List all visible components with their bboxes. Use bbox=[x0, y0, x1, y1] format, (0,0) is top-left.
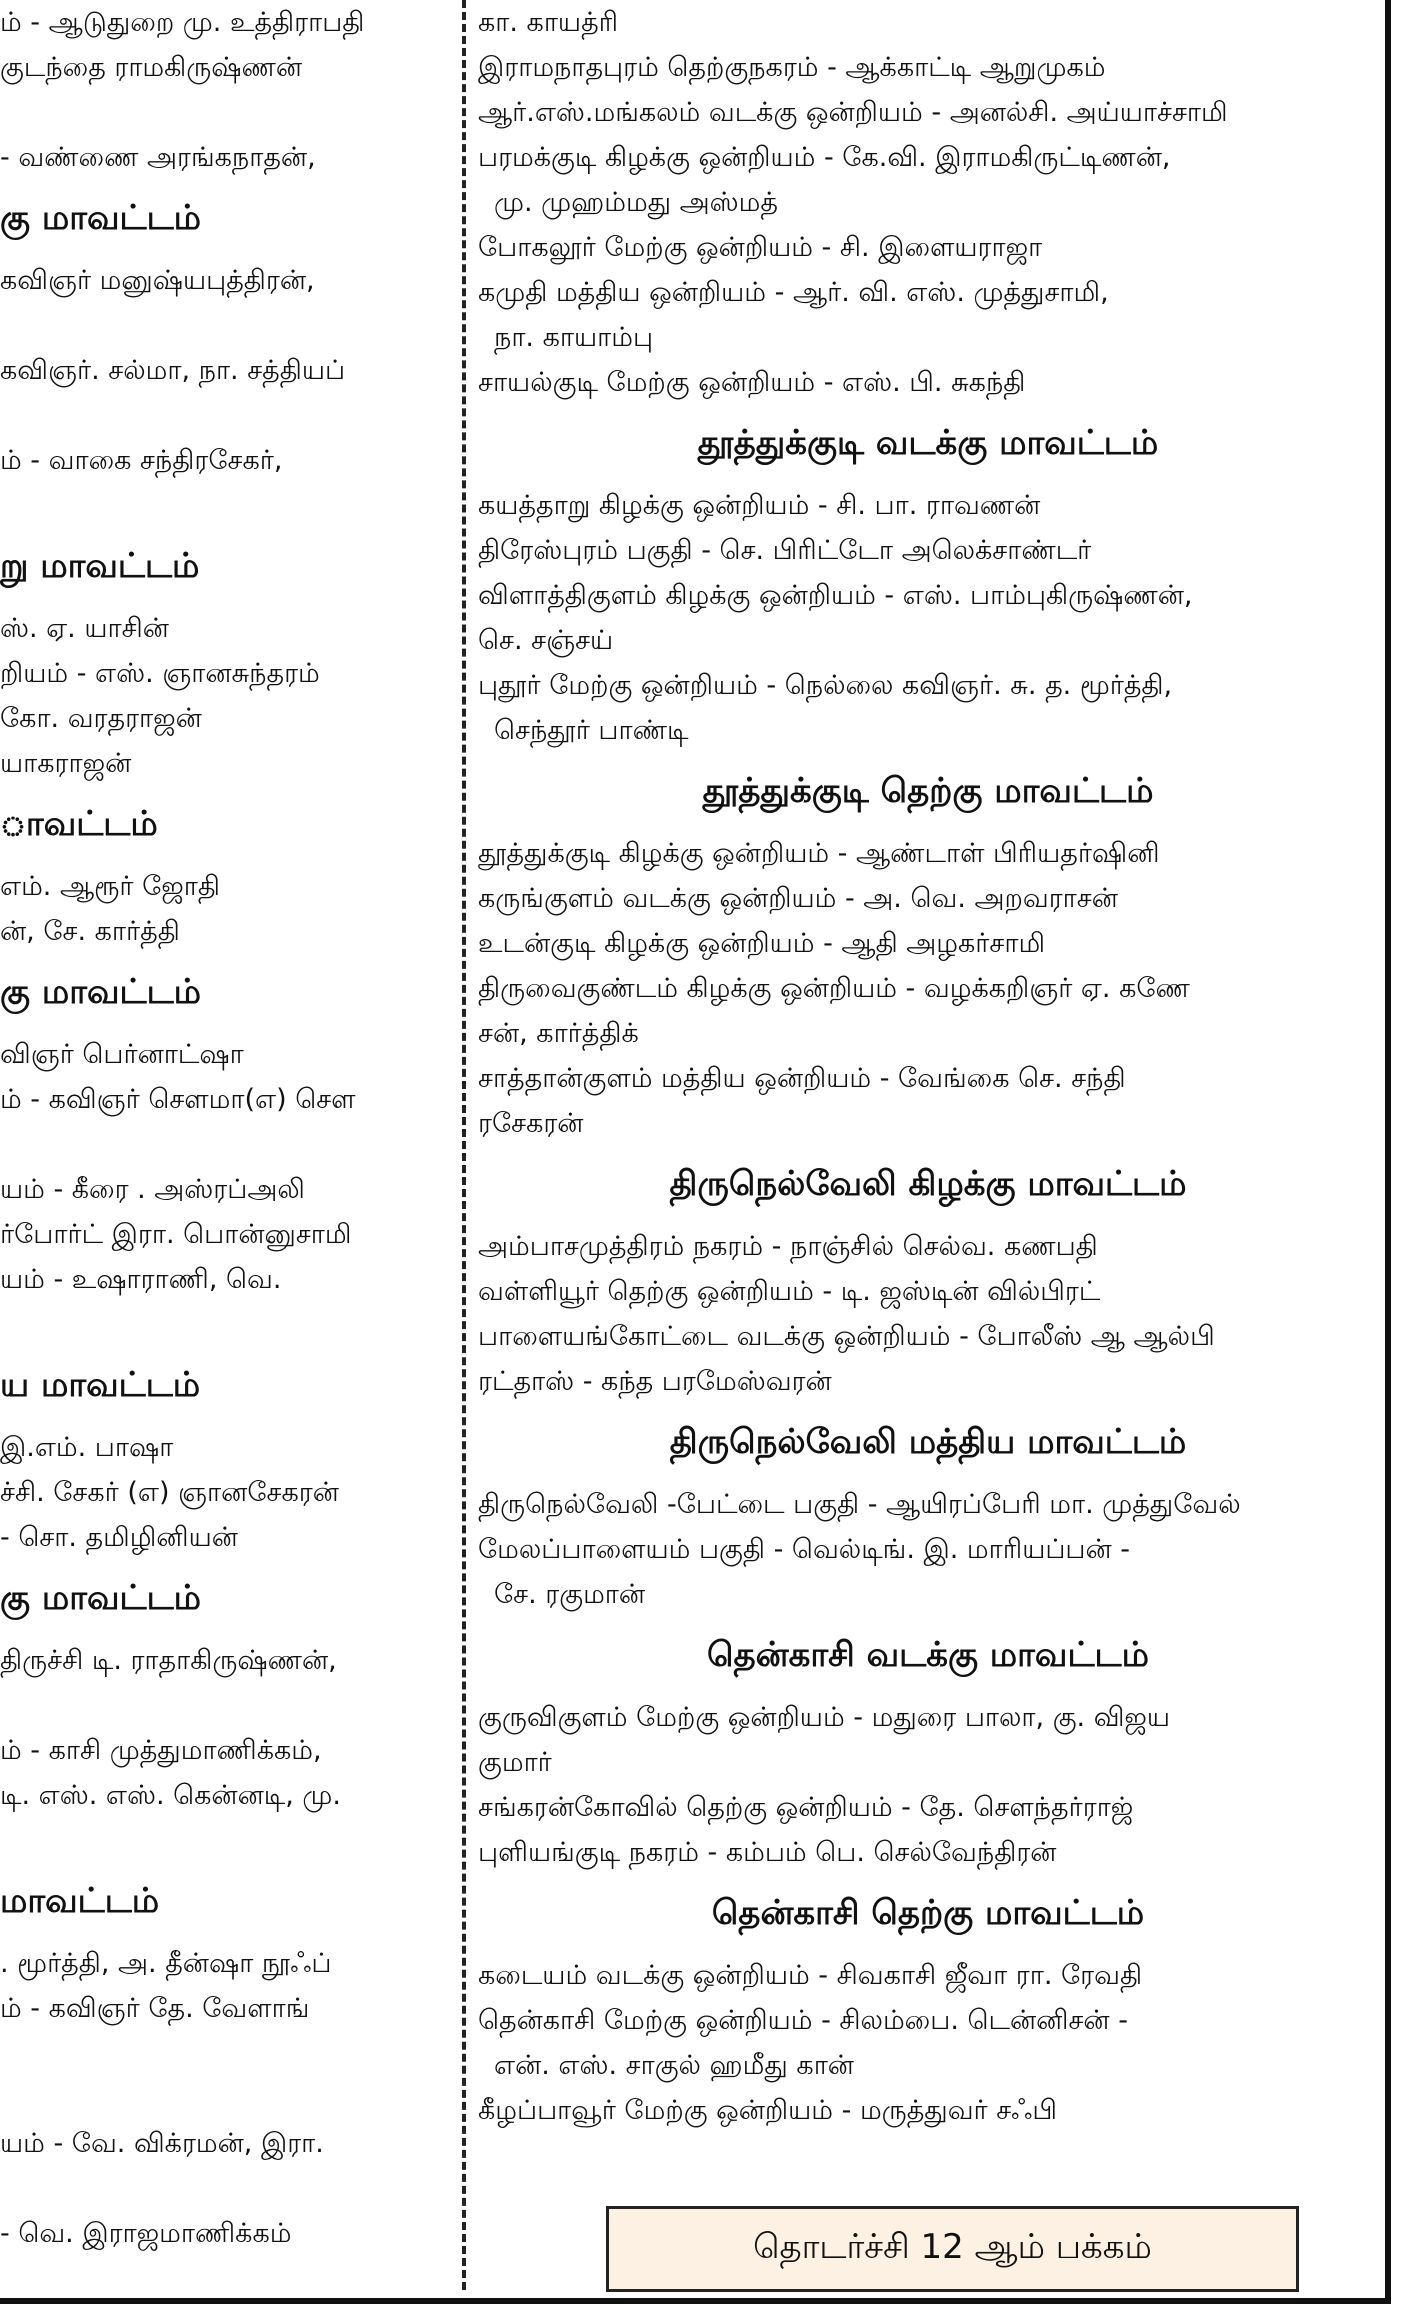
entry-line: ம் - கவிஞர் சௌமா(எ) சௌ bbox=[0, 1084, 356, 1115]
entry-line: ச்சி. சேகர் (எ) ஞானசேகரன் bbox=[0, 1477, 339, 1508]
entry-line: கீழப்பாவூர் மேற்கு ஒன்றியம் - மருத்துவர் சஃபி bbox=[478, 2095, 1057, 2126]
district-heading: கு மாவட்டம் bbox=[0, 1578, 201, 1618]
district-heading: மாவட்டம் bbox=[0, 1881, 160, 1921]
entry-line: யாகராஜன் bbox=[0, 748, 132, 779]
entry-line bbox=[0, 393, 448, 438]
district-heading: தூத்துக்குடி வடக்கு மாவட்டம் bbox=[697, 423, 1159, 463]
entry-line: தென்காசி மேற்கு ஒன்றியம் - சிலம்பை. டென்னிசன் - bbox=[478, 2005, 1128, 2036]
entry-line bbox=[0, 303, 448, 348]
entry-line bbox=[0, 1818, 448, 1863]
entry-line: செ. சஞ்சய் bbox=[478, 625, 614, 656]
entry-continuation: செந்தூர் பாண்டி bbox=[494, 715, 689, 746]
entry-line bbox=[0, 1302, 448, 1347]
district-heading: திருநெல்வேலி மத்திய மாவட்டம் bbox=[669, 1422, 1187, 1462]
entry-line: கவிஞர் மனுஷ்யபுத்திரன், bbox=[0, 265, 315, 296]
entry-line bbox=[0, 90, 448, 135]
entry-line: கா. காயத்ரி bbox=[478, 7, 619, 38]
entry-line: ம் - கவிஞர் தே. வேளாங் bbox=[0, 1993, 310, 2024]
entry-line bbox=[0, 1122, 448, 1167]
entry-line: அம்பாசமுத்திரம் நகரம் - நாஞ்சில் செல்வ. கணபதி bbox=[478, 1231, 1098, 1262]
district-heading: தூத்துக்குடி தெற்கு மாவட்டம் bbox=[702, 771, 1154, 811]
entry-line: மேலப்பாளையம் பகுதி - வெல்டிங். இ. மாரியப்பன் - bbox=[478, 1534, 1131, 1565]
entry-line: ரட்தாஸ் - கந்த பரமேஸ்வரன் bbox=[478, 1366, 832, 1397]
district-heading: ாவட்டம் bbox=[0, 804, 158, 844]
entry-line bbox=[0, 2166, 448, 2211]
entry-line: . மூர்த்தி, அ. தீன்ஷா நூஃப் bbox=[0, 1948, 332, 1979]
entry-line: சன், கார்த்திக் bbox=[478, 1018, 639, 1049]
entry-line: புளியங்குடி நகரம் - கம்பம் பெ. செல்வேந்திரன் bbox=[478, 1837, 1057, 1868]
entry-line: திருவைகுண்டம் கிழக்கு ஒன்றியம் - வழக்கறிஞர் ஏ. கணே bbox=[478, 973, 1190, 1004]
entry-line: சாத்தான்குளம் மத்திய ஒன்றியம் - வேங்கை செ. சந்தி bbox=[478, 1063, 1126, 1094]
entry-line: ம் - வாகை சந்திரசேகர், bbox=[0, 445, 283, 476]
entry-line: ஸ். ஏ. யாசின் bbox=[0, 613, 169, 644]
entry-line: சாயல்குடி மேற்கு ஒன்றியம் - எஸ். பி. சுகந்தி bbox=[478, 367, 1026, 398]
entry-line bbox=[0, 483, 448, 528]
entry-continuation: மு. முஹம்மது அஸ்மத் bbox=[494, 187, 778, 218]
entry-continuation: சே. ரகுமான் bbox=[494, 1579, 646, 1610]
district-heading: று மாவட்டம் bbox=[0, 546, 200, 586]
continuation-text: தொடர்ச்சி 12 ஆம் பக்கம் bbox=[753, 2227, 1152, 2267]
entry-line: எம். ஆரூர் ஜோதி bbox=[0, 871, 221, 902]
entry-line: குருவிகுளம் மேற்கு ஒன்றியம் - மதுரை பாலா, கு. விஜய bbox=[478, 1702, 1171, 1733]
district-heading: திருநெல்வேலி கிழக்கு மாவட்டம் bbox=[669, 1164, 1187, 1204]
entry-line: போகலூர் மேற்கு ஒன்றியம் - சி. இளையராஜா bbox=[478, 232, 1043, 263]
entry-line: விளாத்திகுளம் கிழக்கு ஒன்றியம் - எஸ். பாம்புகிருஷ்ணன், bbox=[478, 580, 1193, 611]
entry-line: ன், சே. கார்த்தி bbox=[0, 916, 180, 947]
entry-line: ர்போர்ட் இரா. பொன்னுசாமி bbox=[0, 1219, 352, 1250]
entry-line: றியம் - எஸ். ஞானசுந்தரம் bbox=[0, 658, 320, 689]
entry-line: சங்கரன்கோவில் தெற்கு ஒன்றியம் - தே. சௌந்தர்ராஜ் bbox=[478, 1792, 1134, 1823]
entry-line: உடன்குடி கிழக்கு ஒன்றியம் - ஆதி அழகர்சாமி bbox=[478, 928, 1046, 959]
entry-line bbox=[0, 2076, 448, 2121]
entry-line: யம் - வே. விக்ரமன், இரா. bbox=[0, 2128, 324, 2159]
entry-line: கோ. வரதராஜன் bbox=[0, 703, 202, 734]
entry-line: பாளையங்கோட்டை வடக்கு ஒன்றியம் - போலீஸ் ஆ ஆல்பி bbox=[478, 1321, 1215, 1352]
entry-line: ஆர்.எஸ்.மங்கலம் வடக்கு ஒன்றியம் - அனல்சி. அய்யாச்சாமி bbox=[478, 97, 1228, 128]
entry-line: டி. எஸ். எஸ். கென்னடி, மு. bbox=[0, 1780, 341, 1811]
entry-line: கயத்தாறு கிழக்கு ஒன்றியம் - சி. பா. ராவணன் bbox=[478, 490, 1041, 521]
entry-line: குமார் bbox=[478, 1747, 552, 1778]
entry-continuation: என். எஸ். சாகுல் ஹமீது கான் bbox=[494, 2050, 854, 2081]
entry-line: இராமநாதபுரம் தெற்குநகரம் - ஆக்காட்டி ஆறுமுகம் bbox=[478, 52, 1106, 83]
entry-line: திரேஸ்புரம் பகுதி - செ. பிரிட்டோ அலெக்சாண்டர் bbox=[478, 535, 1092, 566]
entry-line: குடந்தை ராமகிருஷ்ணன் bbox=[0, 52, 303, 83]
district-heading: கு மாவட்டம் bbox=[0, 198, 201, 238]
entry-line: - வண்ணை அரங்கநாதன், bbox=[0, 142, 316, 173]
district-heading: ய மாவட்டம் bbox=[0, 1365, 201, 1405]
entry-line: ம் - காசி முத்துமாணிக்கம், bbox=[0, 1735, 322, 1766]
entry-line: விஞர் பெர்னாட்ஷா bbox=[0, 1039, 244, 1070]
entry-line: - சொ. தமிழினியன் bbox=[0, 1522, 238, 1553]
entry-line: கருங்குளம் வடக்கு ஒன்றியம் - அ. வெ. அறவராசன் bbox=[478, 883, 1118, 914]
left-column bbox=[0, 0, 448, 2256]
entry-line: கடையம் வடக்கு ஒன்றியம் - சிவகாசி ஜீவா ரா. ரேவதி bbox=[478, 1960, 1143, 1991]
entry-line: - வெ. இராஜமாணிக்கம் bbox=[0, 2218, 292, 2249]
entry-line: புதூர் மேற்கு ஒன்றியம் - நெல்லை கவிஞர். சு. த. மூர்த்தி, bbox=[478, 670, 1173, 701]
entry-line: வள்ளியூர் தெற்கு ஒன்றியம் - டி. ஜஸ்டின் வில்பிரட் bbox=[478, 1276, 1101, 1307]
column-divider bbox=[462, 0, 466, 2290]
entry-line bbox=[0, 2031, 448, 2076]
entry-line: யம் - உஷாராணி, வெ. bbox=[0, 1264, 282, 1295]
district-heading: தென்காசி தெற்கு மாவட்டம் bbox=[711, 1893, 1145, 1933]
entry-line: கவிஞர். சல்மா, நா. சத்தியப் bbox=[0, 355, 346, 386]
entry-line: ரசேகரன் bbox=[478, 1108, 584, 1139]
entry-line: திருநெல்வேலி -பேட்டை பகுதி - ஆயிரப்பேரி மா. முத்துவேல் bbox=[478, 1489, 1241, 1520]
right-column bbox=[478, 0, 1378, 2133]
entry-line: ம் - ஆடுதுறை மு. உத்திராபதி bbox=[0, 7, 365, 38]
entry-line: யம் - கீரை . அஸ்ரப்அலி bbox=[0, 1174, 305, 1205]
page-border-right bbox=[1385, 0, 1391, 2300]
district-heading: தென்காசி வடக்கு மாவட்டம் bbox=[707, 1635, 1149, 1675]
continuation-notice bbox=[606, 2206, 1299, 2292]
entry-line: திருச்சி டி. ராதாகிருஷ்ணன், bbox=[0, 1645, 337, 1676]
entry-line: தூத்துக்குடி கிழக்கு ஒன்றியம் - ஆண்டாள் பிரியதர்ஷினி bbox=[478, 838, 1160, 869]
entry-line: இ.எம். பாஷா bbox=[0, 1432, 174, 1463]
page-border-bottom bbox=[0, 2298, 1391, 2304]
entry-line: கமுதி மத்திய ஒன்றியம் - ஆர். வி. எஸ். முத்துசாமி, bbox=[478, 277, 1109, 308]
entry-line: பரமக்குடி கிழக்கு ஒன்றியம் - கே.வி. இராமகிருட்டிணன், bbox=[478, 142, 1171, 173]
entry-line bbox=[0, 1683, 448, 1728]
district-heading: கு மாவட்டம் bbox=[0, 972, 201, 1012]
entry-continuation: நா. காயாம்பு bbox=[494, 322, 654, 353]
